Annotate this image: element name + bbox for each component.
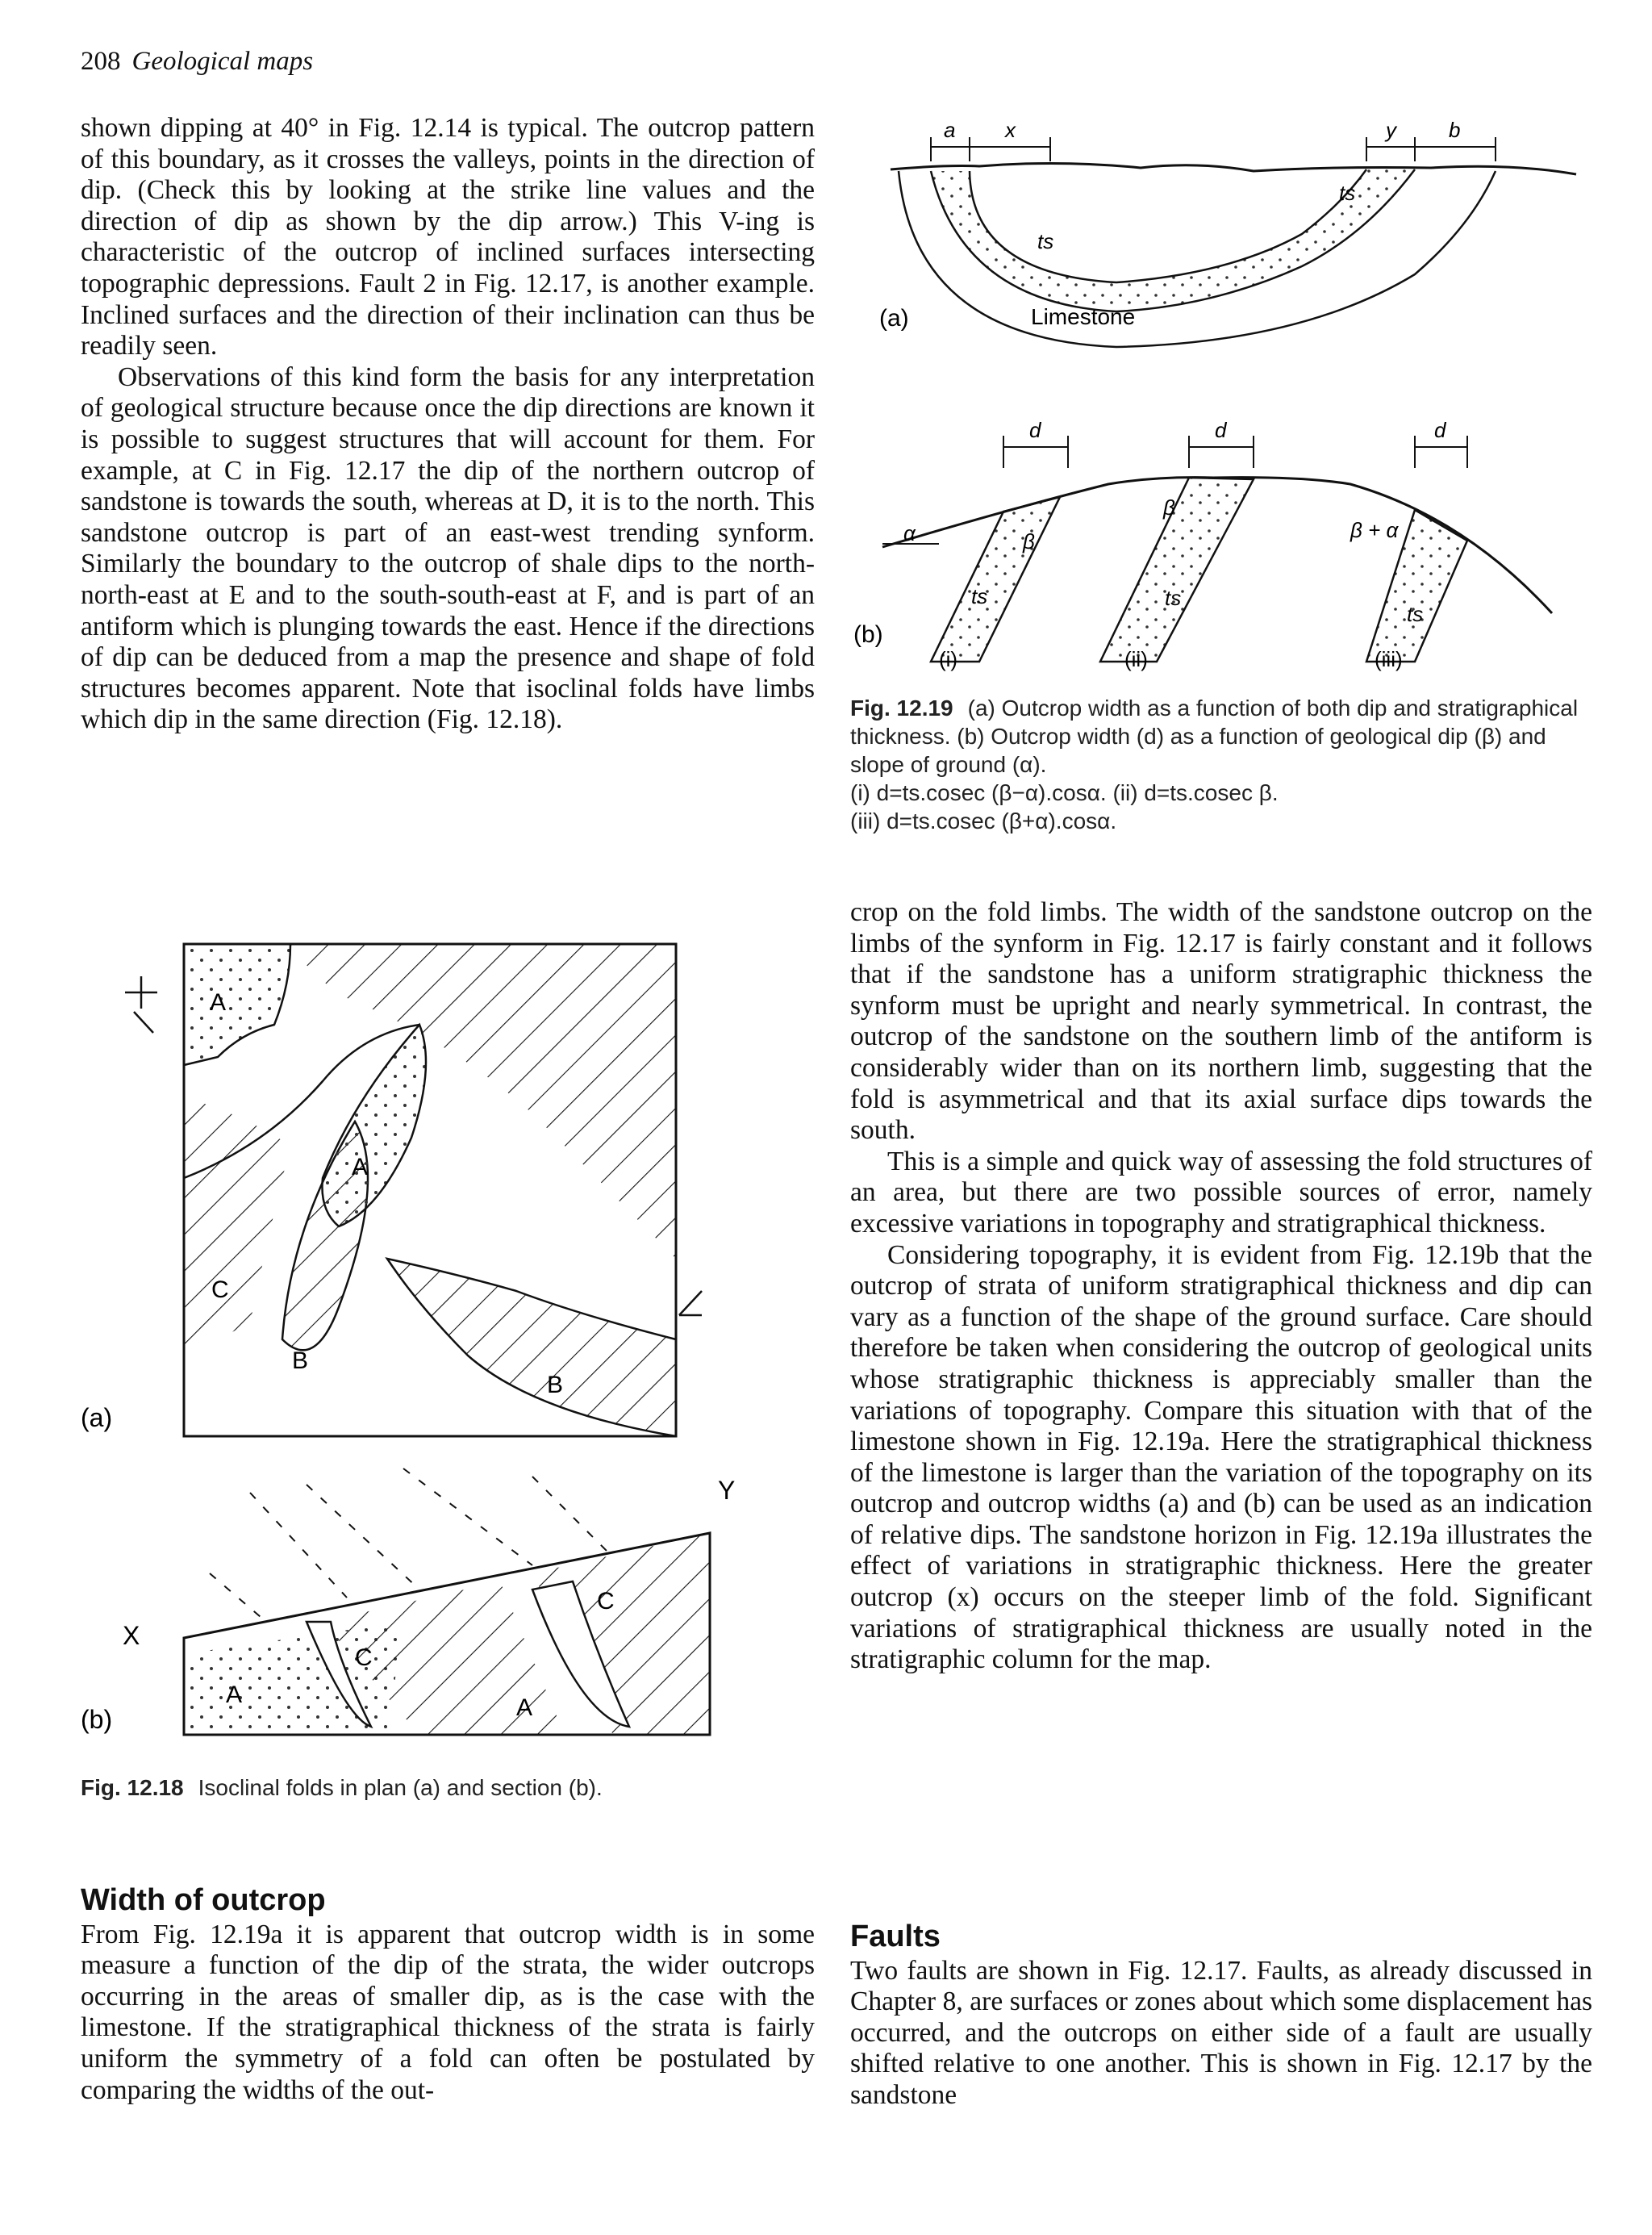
- fig-12-19b: [850, 420, 1592, 686]
- label-beta: β: [1163, 495, 1175, 520]
- label-d: d: [1029, 418, 1041, 442]
- right-column-mid: [850, 897, 1592, 1676]
- label-C: C: [355, 1644, 373, 1671]
- label-limestone: Limestone: [1031, 304, 1136, 329]
- caption-label: Fig. 12.18: [81, 1775, 184, 1800]
- left-column-bottom: [81, 1885, 815, 2106]
- panel-label-a: (a): [879, 305, 909, 332]
- label-B: B: [292, 1347, 309, 1374]
- panel-label-b: (b): [81, 1705, 113, 1734]
- label-b: b: [1449, 118, 1461, 142]
- page-number: 208: [81, 47, 121, 76]
- label-beta-alpha: β + α: [1350, 518, 1399, 542]
- caption-text: Isoclinal folds in plan (a) and section (b).: [198, 1775, 603, 1800]
- running-header: [81, 47, 313, 77]
- label-ii: (ii): [1124, 647, 1148, 671]
- label-ts: ts: [1037, 229, 1054, 253]
- label-C: C: [211, 1276, 229, 1303]
- paragraph: Observations of this kind form the basis for any interpretation of geological structure because once the dip directions are known it is possible to suggest structures that will account for them. For example, at C in Fig. 12.17 the dip of the northern outcrop of sandstone is towards the south, whereas at D, it is to the north. This sandstone outcrop is part of an east-west trending synform. Similarly the boundary to the outcrop of shale dips to the north-north-east at E and to the south-south-east at F, and is part of an antiform which is plunging towards the east. Hence if the directions of dip can be deduced from a map the presence and shape of fold structures becomes apparent. Note that isoclinal folds have limbs which dip in the same direction (Fig. 12.18).: [81, 361, 815, 735]
- label-B: B: [547, 1372, 564, 1398]
- stratum-i: [931, 497, 1060, 662]
- caption-label: Fig. 12.19: [850, 696, 953, 721]
- label-Y: Y: [718, 1476, 736, 1505]
- label-A: A: [352, 1154, 369, 1180]
- label-y: y: [1386, 118, 1396, 142]
- label-x: x: [1005, 118, 1016, 142]
- label-ts: ts: [971, 584, 988, 608]
- figure-caption-12-19: [850, 694, 1592, 835]
- label-iii: (iii): [1375, 647, 1403, 671]
- label-alpha: α: [903, 521, 916, 545]
- figure-caption-12-18: [81, 1773, 823, 1802]
- paragraph: Considering topography, it is evident from Fig. 12.19b that the outcrop of strata of uniform stratigraphical thickness and dip can vary as a function of the shape of the ground surface. Care should therefore be taken when considering the outcrop of geological units whose stratigraphic thickness is appreciably smaller than the variations of topography. Compare this situation with that of the limestone shown in Fig. 12.19a. Here the stratigraphical thickness of the limestone is larger than the variation of the topography on its outcrop and outcrop widths (a) and (b) can be used as an indication of relative dips. The sandstone horizon in Fig. 12.19a illustrates the effect of variations in stratigraphic thickness. Here the greater outcrop (x) occurs on the steeper limb of the fold. Significant variations of stratigraphical thickness are usually noted in the stratigraphic column for the map.: [850, 1239, 1592, 1675]
- label-X: X: [123, 1621, 140, 1650]
- section-heading: Width of outcrop: [81, 1883, 326, 1917]
- paragraph: From Fig. 12.19a it is apparent that outcrop width is in some measure a function of the dip of the strata, the wider outcrops occurring in the areas of smaller dip, as is the case with the limestone. If the stratigraphical thickness of the strata is fairly uniform the symmetry of a fold can often be postulated by comparing the widths of the out-: [81, 1919, 815, 2105]
- right-column-bottom: [850, 1921, 1592, 2112]
- fig-12-18b: [81, 1460, 736, 1751]
- left-column-top: [81, 113, 815, 736]
- fig-12-19a: [850, 113, 1592, 355]
- paragraph: crop on the fold limbs. The width of the sandstone outcrop on the limbs of the synform in Fig. 12.17 is fairly constant and it follows that if the sandstone has a uniform stratigraphic thickness the synform must be upright and nearly symmetrical. In contrast, the outcrop of the sandstone on the southern limb of the antiform is considerably wider than on its northern limb, suggesting that the fold is asymmetrical and that its axial surface dips towards the south.: [850, 897, 1592, 1146]
- ground-surface: [891, 163, 1576, 174]
- section-heading: Faults: [850, 1920, 941, 1953]
- paragraph: Two faults are shown in Fig. 12.17. Faults, as already discussed in Chapter 8, are surfaces or zones about which some displacement has occurred, and the outcrops on either side of a fault are usually shifted relative to one another. This is shown in Fig. 12.17 by the sandstone: [850, 1955, 1592, 2110]
- label-A: A: [210, 989, 227, 1016]
- stratum-ii: [1100, 478, 1254, 662]
- label-A: A: [516, 1694, 533, 1721]
- panel-label-a: (a): [81, 1403, 113, 1432]
- caption-text: (a) Outcrop width as a function of both dip and stratigraphical thickness. (b) Outcrop width (d) as a function of geological dip (β) and slope of ground (α).: [850, 696, 1579, 777]
- label-beta: β: [1023, 529, 1035, 554]
- caption-formula: (i) d=ts.cosec (β−α).cosα. (ii) d=ts.cosec β.: [850, 780, 1279, 805]
- panel-label-b: (b): [853, 621, 883, 648]
- label-ts: ts: [1165, 586, 1182, 610]
- paragraph: This is a simple and quick way of assessing the fold structures of an area, but there are two possible sources of error, namely excessive variations in topography and stratigraphical thickness.: [850, 1146, 1592, 1239]
- label-ts: ts: [1339, 181, 1356, 205]
- running-title: Geological maps: [131, 47, 314, 76]
- fig-12-18a: [81, 936, 694, 1452]
- label-A: A: [226, 1681, 243, 1708]
- label-C: C: [597, 1588, 615, 1615]
- label-i: (i): [939, 647, 958, 671]
- label-ts: ts: [1407, 602, 1424, 626]
- label-d: d: [1434, 418, 1446, 442]
- label-a: a: [944, 118, 956, 142]
- caption-formula: (iii) d=ts.cosec (β+α).cosα.: [850, 808, 1117, 833]
- paragraph: shown dipping at 40° in Fig. 12.14 is typical. The outcrop pattern of this boundary, as it crosses the valleys, points in the direction of dip. (Check this by looking at the strike line values and the direction of dip as shown by the dip arrow.) This V-ing is characteristic of the outcrop of inclined surfaces intersecting topographic depressions. Fault 2 in Fig. 12.17, is another example. Inclined surfaces and the direction of their inclination can thus be readily seen.: [81, 113, 815, 361]
- label-d: d: [1215, 418, 1227, 442]
